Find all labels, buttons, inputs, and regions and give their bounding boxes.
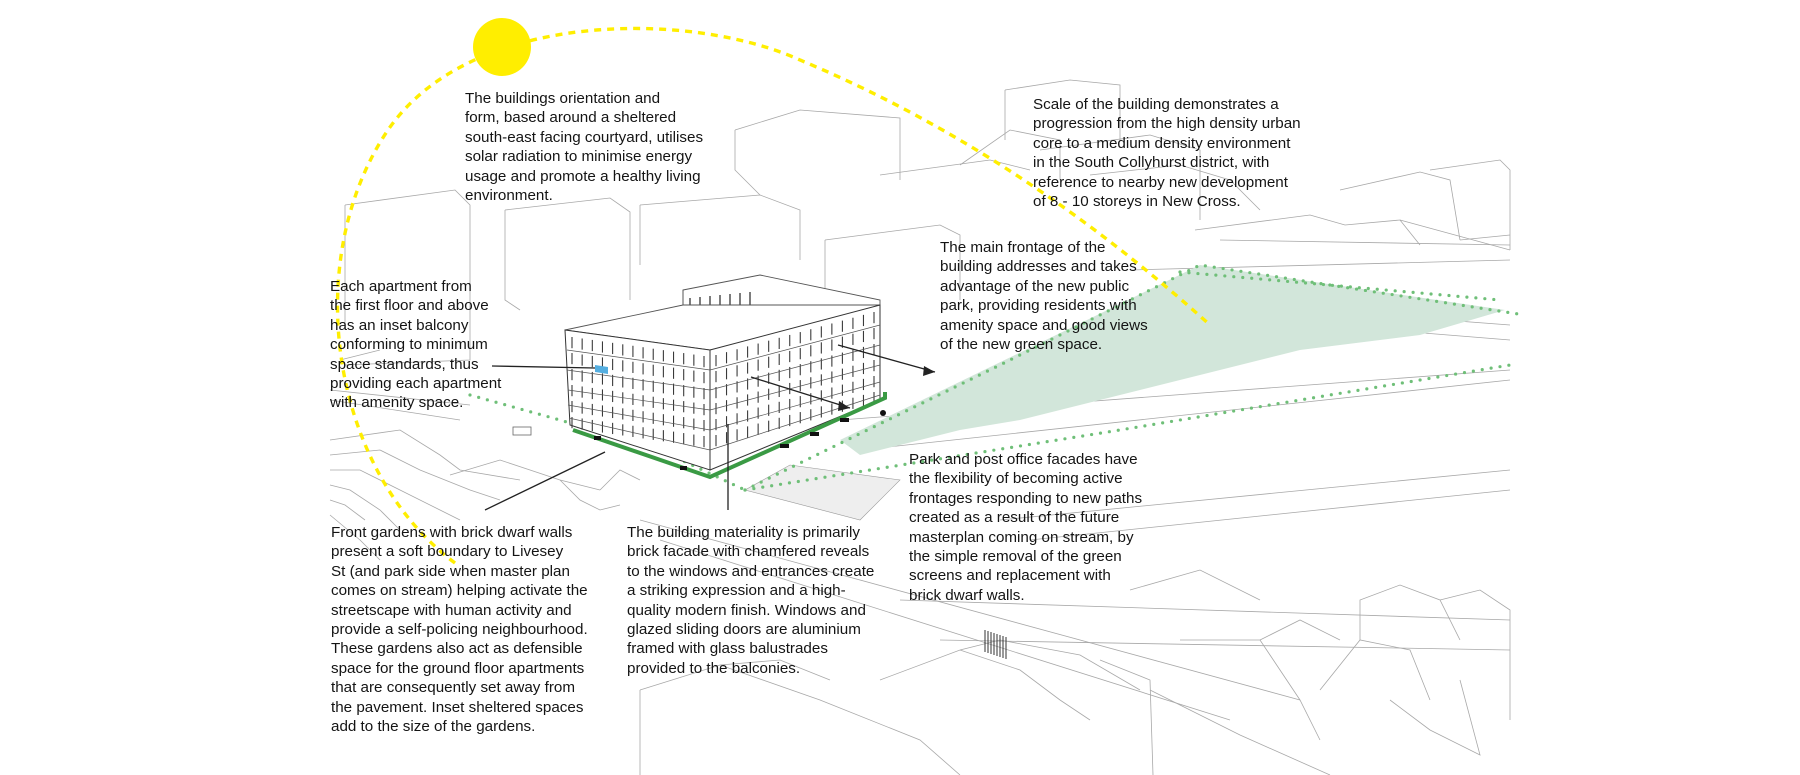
- annotation-building-materiality: The building materiality is primarily brick facade with chamfered reveals to the windows and entrances create a striking expression and a high- quality modern finish. Windows and glazed sliding doors are aluminium framed with glass balustrades provided to the balconies.: [627, 524, 875, 677]
- annotation-scale: Scale of the building demonstrates a progression from the high density urban core to a medium density environment in the South Collyhurst district, with reference to nearby new development of 8 - 10 storeys in New Cross.: [1033, 96, 1301, 211]
- apartment-building: [565, 275, 886, 477]
- hatched-unit: [985, 630, 1006, 659]
- annotation-orientation: The buildings orientation and form, based around a sheltered south-east facing courtyard, utilises solar radiation to minimise energy usage and promote a healthy living environment.: [465, 90, 704, 205]
- annotation-inset-balcony: Each apartment from the first floor and above has an inset balcony conforming to minimum space standards, thus providing each apartment with amenity space.: [330, 278, 502, 412]
- annotation-main-frontage: The main frontage of the building addresses and takes advantage of the new public park, providing residents with amenity space and good views of the new green space.: [940, 239, 1148, 354]
- annotation-park-facades: Park and post office facades have the flexibility of becoming active frontages responding to new paths created as a result of the future masterplan coming on stream, by the simple removal of the green screens and replacement with brick dwarf walls.: [909, 451, 1143, 604]
- sun-icon: [473, 18, 531, 76]
- paving-hatch: [745, 465, 900, 520]
- annotation-front-gardens: Front gardens with brick dwarf walls present a soft boundary to Livesey St (and park side when master plan comes on stream) helping activate the streetscape with human activity and provide a self-policing neighbourhood. These gardens also act as defensible space for the ground floor apartments that are consequently set away from the pavement. Inset sheltered spaces add to the size of the gardens.: [331, 524, 588, 736]
